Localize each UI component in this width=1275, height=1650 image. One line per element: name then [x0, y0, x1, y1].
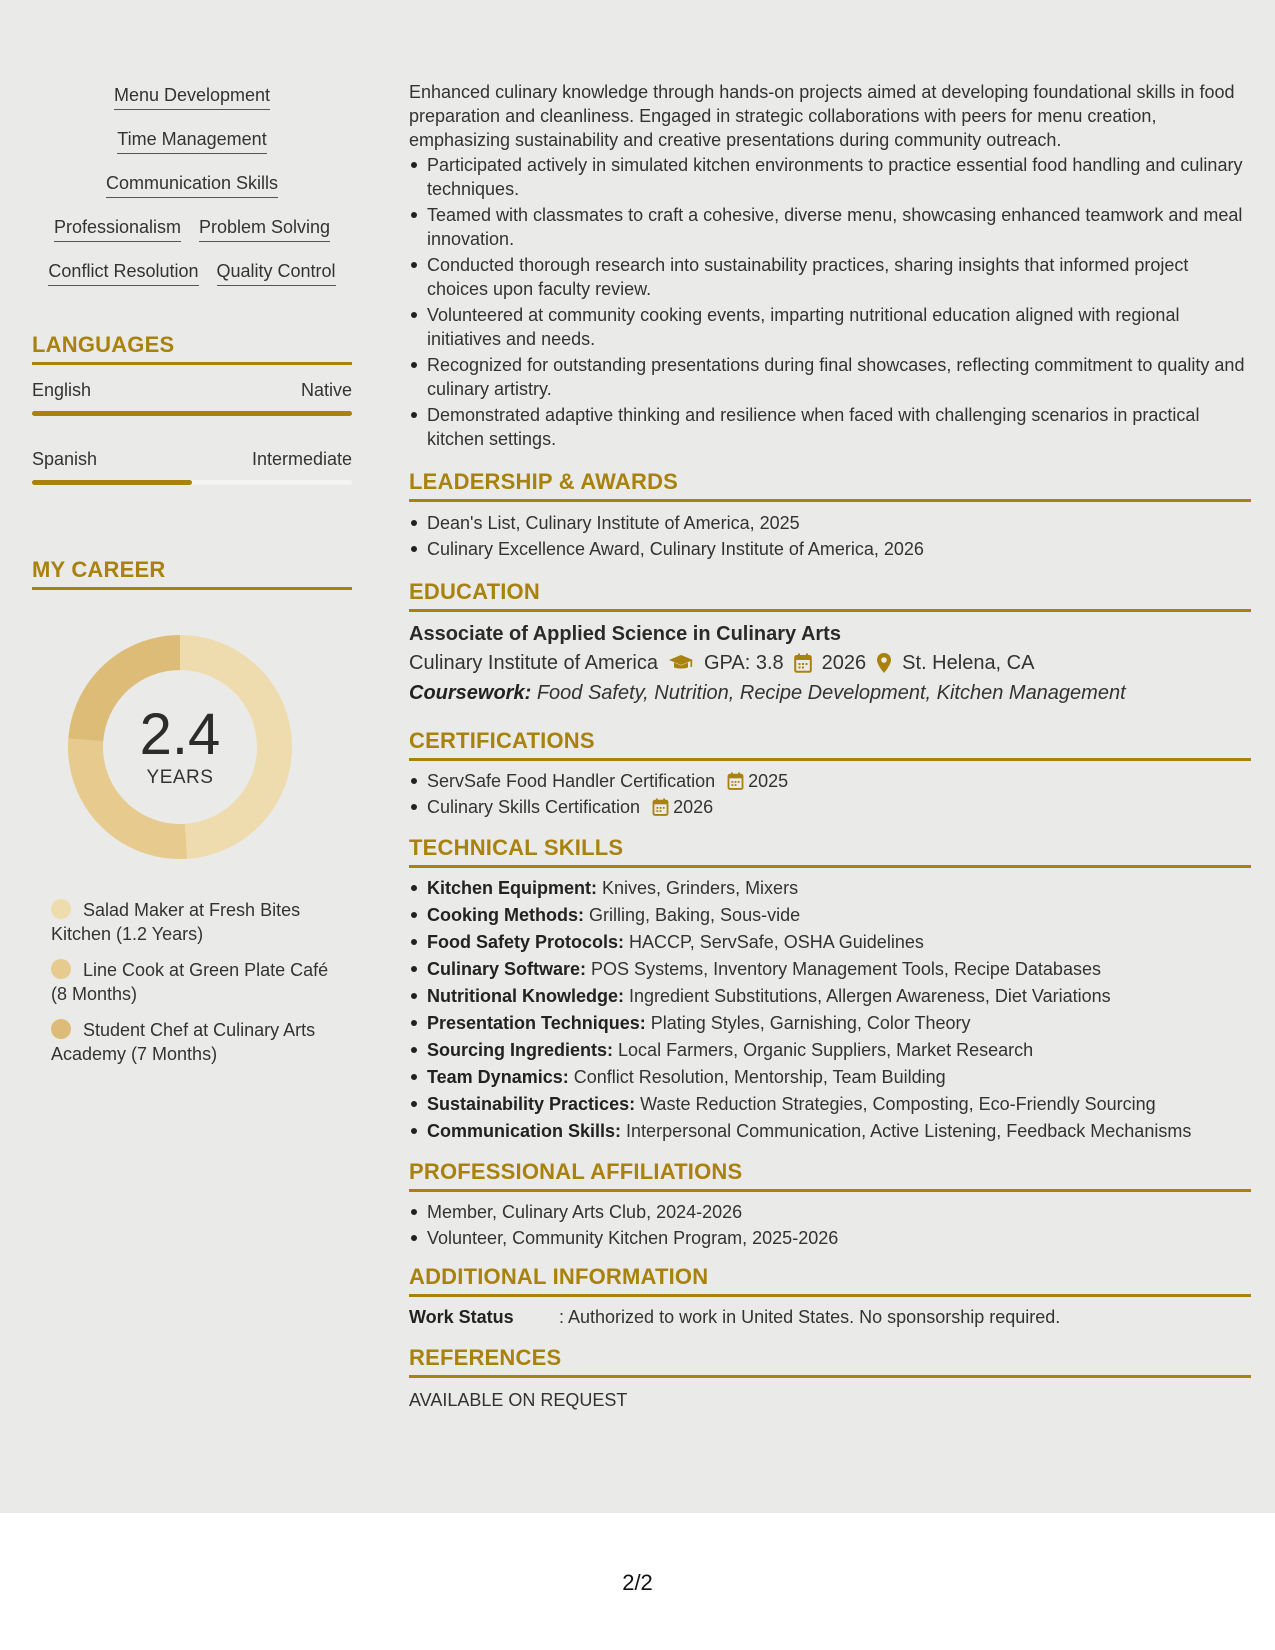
skill-values: Waste Reduction Strategies, Composting, Eco-Friendly Sourcing — [640, 1094, 1156, 1114]
list-item: Volunteered at community cooking events, imparting nutritional education aligned with regional initiatives and needs. — [409, 303, 1251, 351]
career-legend-item — [51, 1018, 342, 1066]
list-item: Culinary Excellence Award, Culinary Institute of America, 2026 — [409, 537, 1251, 561]
skill-values: POS Systems, Inventory Management Tools, Recipe Databases — [591, 959, 1101, 979]
language-bar — [32, 480, 352, 485]
technical-skill-item — [409, 1011, 1251, 1035]
skill-values: Knives, Grinders, Mixers — [602, 878, 799, 898]
language-name: Spanish — [32, 449, 98, 469]
skill-category: Food Safety Protocols: — [427, 932, 625, 952]
affiliations-title: PROFESSIONAL AFFILIATIONS — [409, 1159, 1251, 1192]
skill-values: HACCP, ServSafe, OSHA Guidelines — [629, 932, 924, 952]
technical-skill-item — [409, 1119, 1251, 1143]
affiliations-section — [409, 1159, 1251, 1250]
coursework-list: Food Safety, Nutrition, Recipe Development, Kitchen Management — [536, 682, 1126, 704]
education-details — [409, 648, 1251, 678]
technical-skill-item — [409, 957, 1251, 981]
work-status-label: Work Status — [409, 1307, 514, 1327]
list-item: Participated actively in simulated kitchen environments to practice essential food handling and culinary techniques. — [409, 153, 1251, 201]
school-location: St. Helena, CA — [902, 652, 1035, 674]
skill-category: Communication Skills: — [427, 1121, 622, 1141]
list-item: Dean's List, Culinary Institute of America, 2025 — [409, 511, 1251, 535]
coursework-label: Coursework: — [409, 682, 532, 704]
languages-title: LANGUAGES — [32, 332, 352, 365]
certification-item — [409, 795, 1251, 819]
language-level: Native — [300, 380, 352, 400]
certification-name: ServSafe Food Handler Certification — [427, 771, 716, 791]
skill-tag: Time Management — [117, 128, 266, 154]
calendar-icon — [652, 798, 669, 816]
career-total-unit: YEARS — [146, 767, 214, 788]
technical-skill-item — [409, 1092, 1251, 1116]
technical-skill-item — [409, 984, 1251, 1008]
career-legend-item — [51, 958, 342, 1006]
skill-tag: Communication Skills — [106, 172, 278, 198]
certifications-list — [409, 769, 1251, 819]
skill-values: Ingredient Substitutions, Allergen Awareness, Diet Variations — [629, 986, 1111, 1006]
technical-skills-section — [409, 835, 1251, 1143]
skill-tag: Quality Control — [217, 260, 336, 286]
skill-values: Plating Styles, Garnishing, Color Theory — [650, 1013, 971, 1033]
skill-category: Team Dynamics: — [427, 1067, 569, 1087]
leadership-list — [409, 511, 1251, 561]
additional-info-section — [409, 1264, 1251, 1329]
skill-category: Cooking Methods: — [427, 905, 584, 925]
certification-name: Culinary Skills Certification — [427, 797, 641, 817]
education-section — [409, 579, 1251, 708]
skill-values: Grilling, Baking, Sous-vide — [589, 905, 801, 925]
language-level: Intermediate — [251, 449, 352, 469]
certification-year: 2026 — [673, 797, 714, 817]
skill-tag: Professionalism — [54, 216, 181, 242]
technical-skill-item — [409, 1065, 1251, 1089]
skill-row — [32, 84, 352, 110]
language-name: English — [32, 380, 92, 400]
career-title: MY CAREER — [32, 557, 352, 590]
career-donut-chart — [65, 632, 295, 862]
work-status — [409, 1305, 1251, 1329]
skill-row — [32, 128, 352, 154]
intro-paragraph: Enhanced culinary knowledge through hands-on projects aimed at developing foundational skills in food preparation and cleanliness. Engaged in strategic collaborations with peers for menu creation, emphasizing sustainability and creative presentations during community outreach. — [409, 82, 1235, 150]
certification-year: 2025 — [748, 771, 789, 791]
skill-tag: Menu Development — [114, 84, 270, 110]
technical-skill-item — [409, 876, 1251, 900]
technical-skills-list — [409, 876, 1251, 1143]
skill-category: Nutritional Knowledge: — [427, 986, 624, 1006]
skills-tags — [32, 84, 352, 286]
education-title: EDUCATION — [409, 579, 1251, 612]
certifications-title: CERTIFICATIONS — [409, 728, 1251, 761]
language-bar-fill — [32, 480, 192, 485]
language-bar — [32, 411, 352, 416]
main-content — [409, 80, 1251, 1412]
language-english — [32, 379, 352, 416]
career-total-value: 2.4 — [139, 702, 221, 767]
technical-skill-item — [409, 903, 1251, 927]
affiliations-list — [409, 1200, 1251, 1250]
leadership-section — [409, 469, 1251, 561]
list-item: Demonstrated adaptive thinking and resilience when faced with challenging scenarios in practical kitchen settings. — [409, 403, 1251, 451]
legend-dot — [51, 959, 71, 979]
page-number: 2/2 — [622, 1570, 653, 1595]
leadership-title: LEADERSHIP & AWARDS — [409, 469, 1251, 502]
career-legend-label: Student Chef at Culinary Arts Academy (7 Months) — [51, 1020, 316, 1064]
skill-row — [32, 260, 352, 286]
language-bar-fill — [32, 411, 352, 416]
references-text: AVAILABLE ON REQUEST — [409, 1390, 628, 1410]
list-item: Volunteer, Community Kitchen Program, 2025-2026 — [409, 1226, 1251, 1250]
career-section — [32, 557, 352, 1066]
references-title: REFERENCES — [409, 1345, 1251, 1378]
work-status-value: : Authorized to work in United States. No sponsorship required. — [559, 1307, 1061, 1327]
technical-skill-item — [409, 930, 1251, 954]
skill-category: Presentation Techniques: — [427, 1013, 646, 1033]
school-name: Culinary Institute of America — [409, 652, 658, 674]
skill-values: Conflict Resolution, Mentorship, Team Building — [573, 1067, 946, 1087]
skill-category: Kitchen Equipment: — [427, 878, 597, 898]
degree-title: Associate of Applied Science in Culinary Arts — [409, 623, 841, 645]
calendar-icon — [727, 772, 744, 790]
calendar-icon — [794, 653, 812, 673]
career-legend-label: Line Cook at Green Plate Café (8 Months) — [51, 960, 329, 1004]
list-item: Conducted thorough research into sustainability practices, sharing insights that informed project choices upon faculty review. — [409, 253, 1251, 301]
map-pin-icon — [876, 652, 892, 674]
sidebar — [32, 84, 352, 1078]
list-item: Recognized for outstanding presentations during final showcases, reflecting commitment to quality and culinary artistry. — [409, 353, 1251, 401]
technical-skills-title: TECHNICAL SKILLS — [409, 835, 1251, 868]
skill-tag: Conflict Resolution — [48, 260, 198, 286]
skill-values: Interpersonal Communication, Active Listening, Feedback Mechanisms — [626, 1121, 1192, 1141]
certifications-section — [409, 728, 1251, 819]
skill-category: Culinary Software: — [427, 959, 587, 979]
graduation-year: 2026 — [821, 652, 867, 674]
graduation-cap-icon — [668, 653, 694, 673]
legend-dot — [51, 899, 71, 919]
gpa: GPA: 3.8 — [704, 652, 784, 674]
certification-item — [409, 769, 1251, 793]
list-item: Teamed with classmates to craft a cohesive, diverse menu, showcasing enhanced teamwork and meal innovation. — [409, 203, 1251, 251]
technical-skill-item — [409, 1038, 1251, 1062]
career-legend — [32, 898, 352, 1066]
skill-tag: Problem Solving — [199, 216, 330, 242]
donut-center — [65, 632, 295, 862]
skill-category: Sourcing Ingredients: — [427, 1040, 614, 1060]
skill-row — [32, 172, 352, 198]
career-legend-label: Salad Maker at Fresh Bites Kitchen (1.2 Years) — [51, 900, 301, 944]
references-section — [409, 1345, 1251, 1412]
language-spanish — [32, 448, 352, 485]
list-item: Member, Culinary Arts Club, 2024-2026 — [409, 1200, 1251, 1224]
skill-category: Sustainability Practices: — [427, 1094, 636, 1114]
career-legend-item — [51, 898, 342, 946]
additional-info-title: ADDITIONAL INFORMATION — [409, 1264, 1251, 1297]
coursework — [409, 678, 1251, 708]
skill-values: Local Farmers, Organic Suppliers, Market Research — [618, 1040, 1034, 1060]
legend-dot — [51, 1019, 71, 1039]
intro-bullet-list — [409, 153, 1251, 451]
skill-row — [32, 216, 352, 242]
languages-section — [32, 332, 352, 485]
